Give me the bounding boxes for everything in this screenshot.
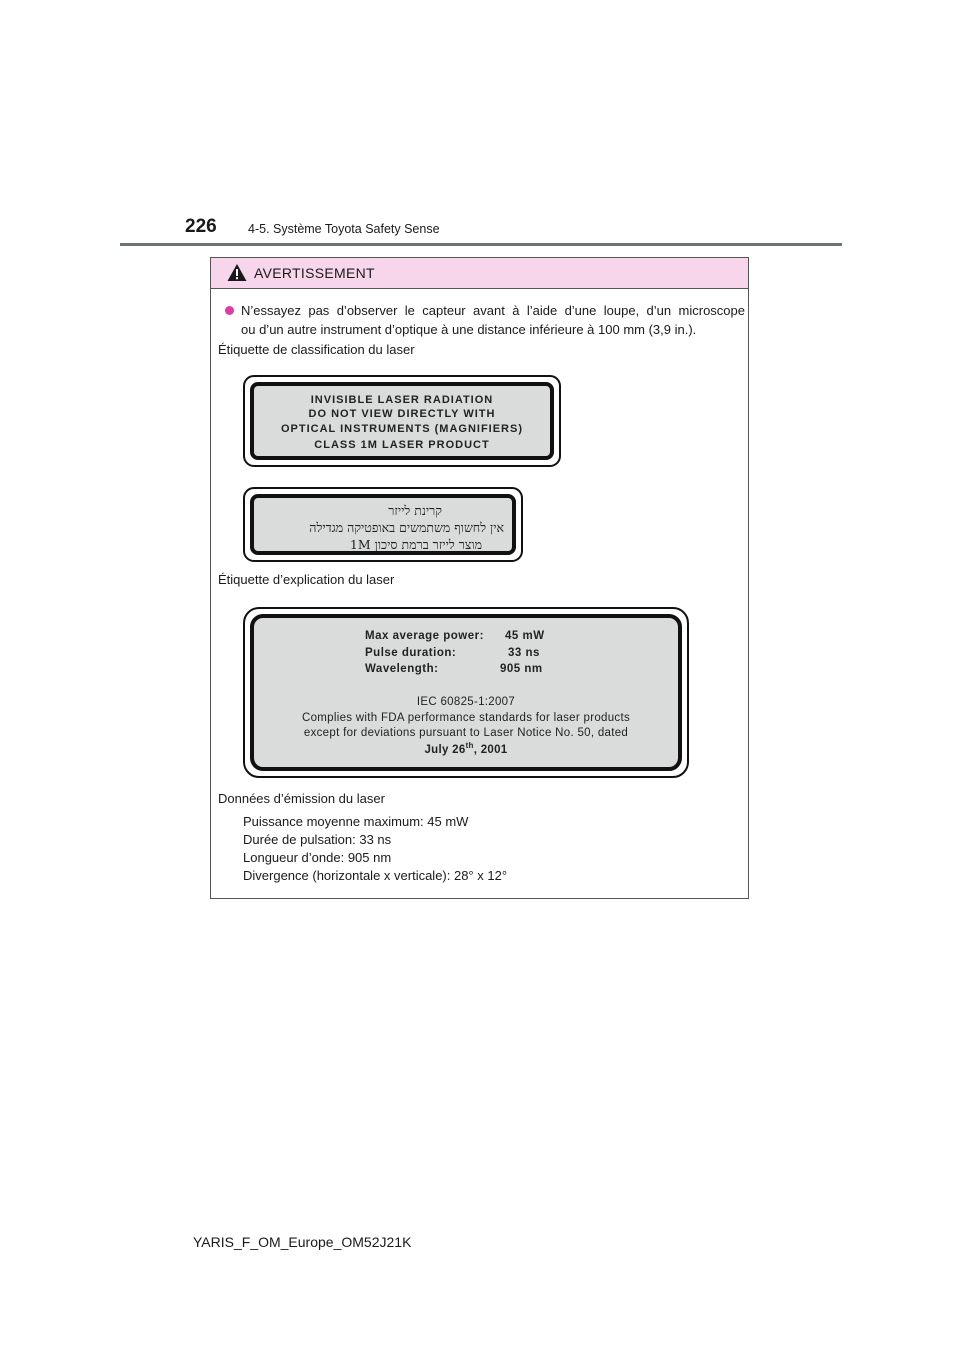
spec-key: Wavelength: [365, 663, 439, 675]
emission-power: Puissance moyenne maximum: 45 mW [243, 814, 469, 829]
date-main: July 26 [424, 743, 466, 756]
emission-divergence: Divergence (horizontale x verticale): 28° x 12° [243, 868, 508, 883]
classification-caption: Étiquette de classification du laser [218, 342, 415, 357]
standard-text: IEC 60825-1:2007 [416, 696, 516, 708]
label-line: DO NOT VIEW DIRECTLY WITH [308, 408, 496, 420]
spec-value: 33 ns [508, 647, 540, 659]
spec-value: 45 mW [505, 630, 545, 642]
page-number: 226 [185, 216, 217, 237]
classification-label-hebrew [243, 487, 523, 562]
emission-pulse: Durée de pulsation: 33 ns [243, 832, 392, 847]
label-inner [250, 614, 682, 771]
label-inner [250, 382, 554, 460]
header-rule [120, 243, 842, 246]
bullet-text [241, 301, 745, 339]
compliance-text: Complies with FDA performance standards for laser products [301, 712, 631, 724]
warning-triangle-icon [227, 263, 247, 282]
compliance-date [254, 741, 678, 756]
date-suffix: th [465, 741, 474, 750]
warning-bullet [225, 301, 745, 339]
spec-key: Pulse duration: [365, 647, 457, 659]
bullet-dot [225, 306, 234, 315]
section-title: 4-5. Système Toyota Safety Sense [248, 222, 440, 236]
label-inner [250, 494, 516, 555]
spec-value: 905 nm [500, 663, 543, 675]
bullet-line-2: ou d’un autre instrument d’optique à une distance inférieure à 100 mm (3,9 in.). [241, 322, 697, 337]
explanation-caption: Étiquette d’explication du laser [218, 572, 395, 587]
emission-list [243, 813, 507, 885]
label-line: קרינת לייזר [388, 503, 442, 518]
warning-title: AVERTISSEMENT [254, 265, 375, 281]
label-line: OPTICAL INSTRUMENTS (MAGNIFIERS) [280, 423, 523, 435]
warning-header [211, 258, 748, 289]
label-line: INVISIBLE LASER RADIATION [310, 394, 494, 406]
explanation-label [243, 607, 689, 778]
label-line: אין לחשוף משתמשים באופטיקה מגדילה [309, 520, 504, 535]
date-year: , 2001 [473, 743, 508, 756]
label-line: מוצר לייזר ברמת סיכון 1M [349, 537, 482, 552]
footer-code: YARIS_F_OM_Europe_OM52J21K [193, 1234, 412, 1250]
compliance-text: except for deviations pursuant to Laser Notice No. 50, dated [303, 727, 629, 739]
classification-label-english [243, 375, 561, 467]
spec-key: Max average power: [365, 630, 484, 642]
label-line: CLASS 1M LASER PRODUCT [314, 439, 490, 451]
emission-wavelength: Longueur d’onde: 905 nm [243, 850, 392, 865]
warning-box [210, 257, 749, 899]
bullet-line-1: N’essayez pas d’observer le capteur avant à l’aide d’une loupe, d’un microscope [241, 303, 745, 318]
emission-caption: Données d’émission du laser [218, 791, 385, 806]
